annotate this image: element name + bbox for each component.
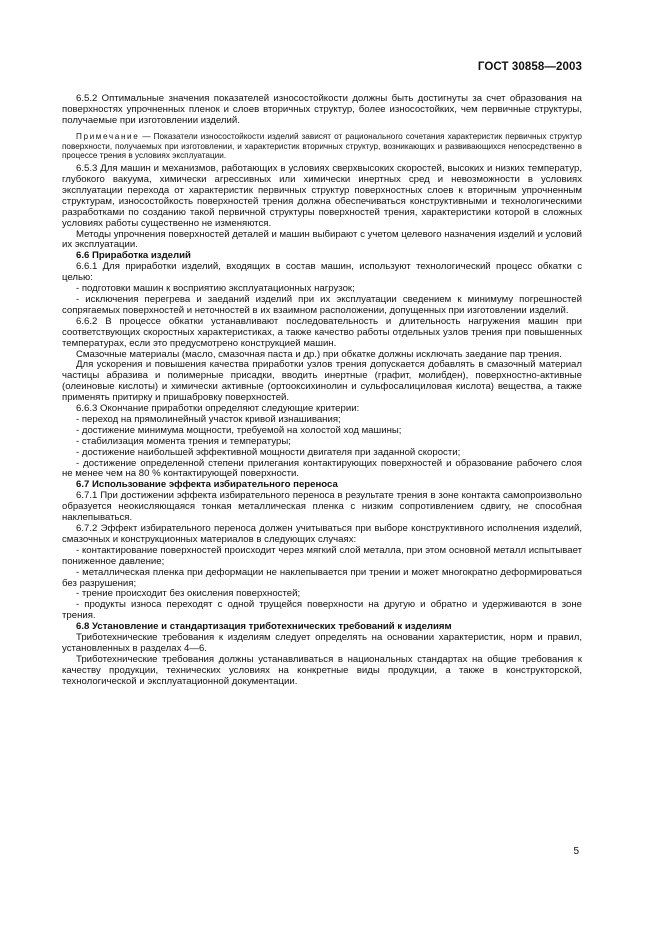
- list-item: - достижение наибольшей эффективной мощности двигателя при заданной скорости;: [76, 446, 461, 458]
- paragraph-6-5-2: 6.5.2 Оптимальные значения показателей износостойкости должны быть достигнуты за счет образования на поверхностях упрочненных пленок и слоев вторичных структур, более износостойких, чем первичные структуры, получаемые при изготовлении изделий.: [62, 93, 582, 126]
- paragraph-6-6-1: 6.6.1 Для приработки изделий, входящих в состав машин, используют технологический процесс обкатки с целью:: [62, 261, 582, 284]
- paragraph-6-7-1: 6.7.1 При достижении эффекта избирательного переноса в результате трения в зоне контакта самопроизвольно образуется неокисляющаяся тонкая металлическая пленка с низким сопротивлением сдвигу, не способная наклепываться.: [62, 490, 582, 524]
- note: [62, 132, 582, 161]
- standard-header: ГОСТ 30858—2003: [477, 61, 582, 73]
- note-label: Примечание: [76, 131, 140, 141]
- list-item: - исключения перегрева и заеданий изделий при их эксплуатации сведением к минимуму погрешностей сопрягаемых поверхностей и неточностей в их взаимном расположении, допущенных при изготовлении изделий.: [62, 293, 582, 316]
- list-item: - переход на прямолинейный участок кривой изнашивания;: [76, 413, 341, 425]
- paragraph-lubricants: Смазочные материалы (масло, смазочная паста и др.) при обкатке должны исключать заедание пар трения.: [76, 348, 562, 360]
- list-item: - контактирование поверхностей происходит через мягкий слой металла, при этом основной металл испытывает пониженное давление;: [62, 544, 582, 567]
- paragraph-6-6-3: 6.6.3 Окончание приработки определяют следующие критерии:: [76, 403, 360, 415]
- paragraph-tribo-standards: Триботехнические требования должны устанавливаться в национальных стандартах на общие требования к качеству продукции, технических условиях на конкретные виды продукции, а также в конструкторской, технологической и эксплуатационной документации.: [62, 653, 582, 687]
- section-heading-6-8: 6.8 Установление и стандартизация триботехнических требований к изделиям: [76, 621, 452, 633]
- list-item: - металлическая пленка при деформации не наклепывается при трении и может многократно деформироваться без разрушения;: [62, 566, 582, 589]
- paragraph-6-6-2: 6.6.2 В процессе обкатки устанавливают последовательность и длительность нагружения машин при соответствующих скоростных характеристиках, а также качество работы отдельных узлов трения при повышенных температурах, если это предусмотрено конструкцией машин.: [62, 315, 582, 349]
- note-text: — Показатели износостойкости изделий зависят от рационального сочетания характеристик первичных структур поверхности, получаемых при изготовлении, и характеристик вторичных структур, возникающих и развивающихся непосредственно в процессе трения в условиях эксплуатации.: [62, 131, 582, 161]
- paragraph-6-7-2: 6.7.2 Эффект избирательного переноса должен учитываться при выборе конструктивного исполнения изделий, смазочных и конструкционных материалов в следующих случаях:: [62, 523, 582, 545]
- section-heading-6-6: 6.6 Приработка изделий: [76, 250, 191, 262]
- page-number: 5: [573, 846, 579, 857]
- list-item: - достижение определенной степени прилегания контактирующих поверхностей и образование рабочего слоя не менее чем на 80 % контактирующей поверхности.: [62, 457, 582, 480]
- paragraph-6-5-3: 6.5.3 Для машин и механизмов, работающих в условиях сверхвысоких скоростей, высоких и низких температур, глубокого вакуума, химически агрессивных или химически инертных сред и невозможности в условиях эксплуатации перехода от характеристик первичных структур поверхностных слоев к вторичным упрочненным структурам, износостойкость поверхностей трения должна обеспечиваться конструктивными и технологическими разработками по созданию такой первичной структуры поверхностей трения, характеристики которой в сложных условиях работы существенно не изменяются.: [62, 163, 582, 229]
- section-heading-6-7: 6.7 Использование эффекта избирательного переноса: [76, 479, 338, 491]
- list-item: - стабилизация момента трения и температуры;: [76, 435, 291, 447]
- list-item: - подготовки машин к восприятию эксплуатационных нагрузок;: [76, 283, 355, 295]
- paragraph-methods: Методы упрочнения поверхностей деталей и машин выбирают с учетом целевого назначения изделий и условий их эксплуатации.: [62, 228, 582, 251]
- list-item: - трение происходит без окисления поверхностей;: [76, 588, 301, 600]
- paragraph-acceleration: Для ускорения и повышения качества приработки узлов трения допускается добавлять в смазочный материал частицы абразива и полимерные присадки, вводить инертные (графит, молибден), поверхностно-активные (олеиновые кислоты) и химически активные (ортооксихинолин и сульфосалициловая кислота) вещества, а также применять притирку и пришабровку поверхностей.: [62, 359, 582, 404]
- document-body: [62, 94, 582, 688]
- list-item: - продукты износа переходят с одной трущейся поверхности на другую и обратно и удерживаются в зоне трения.: [62, 599, 582, 622]
- list-item: - достижение минимума мощности, требуемой на холостой ход машины;: [76, 424, 402, 436]
- paragraph-tribo-requirements: Триботехнические требования к изделиям следует определять на основании характеристик, норм и правил, установленных в разделах 4—6.: [62, 632, 582, 654]
